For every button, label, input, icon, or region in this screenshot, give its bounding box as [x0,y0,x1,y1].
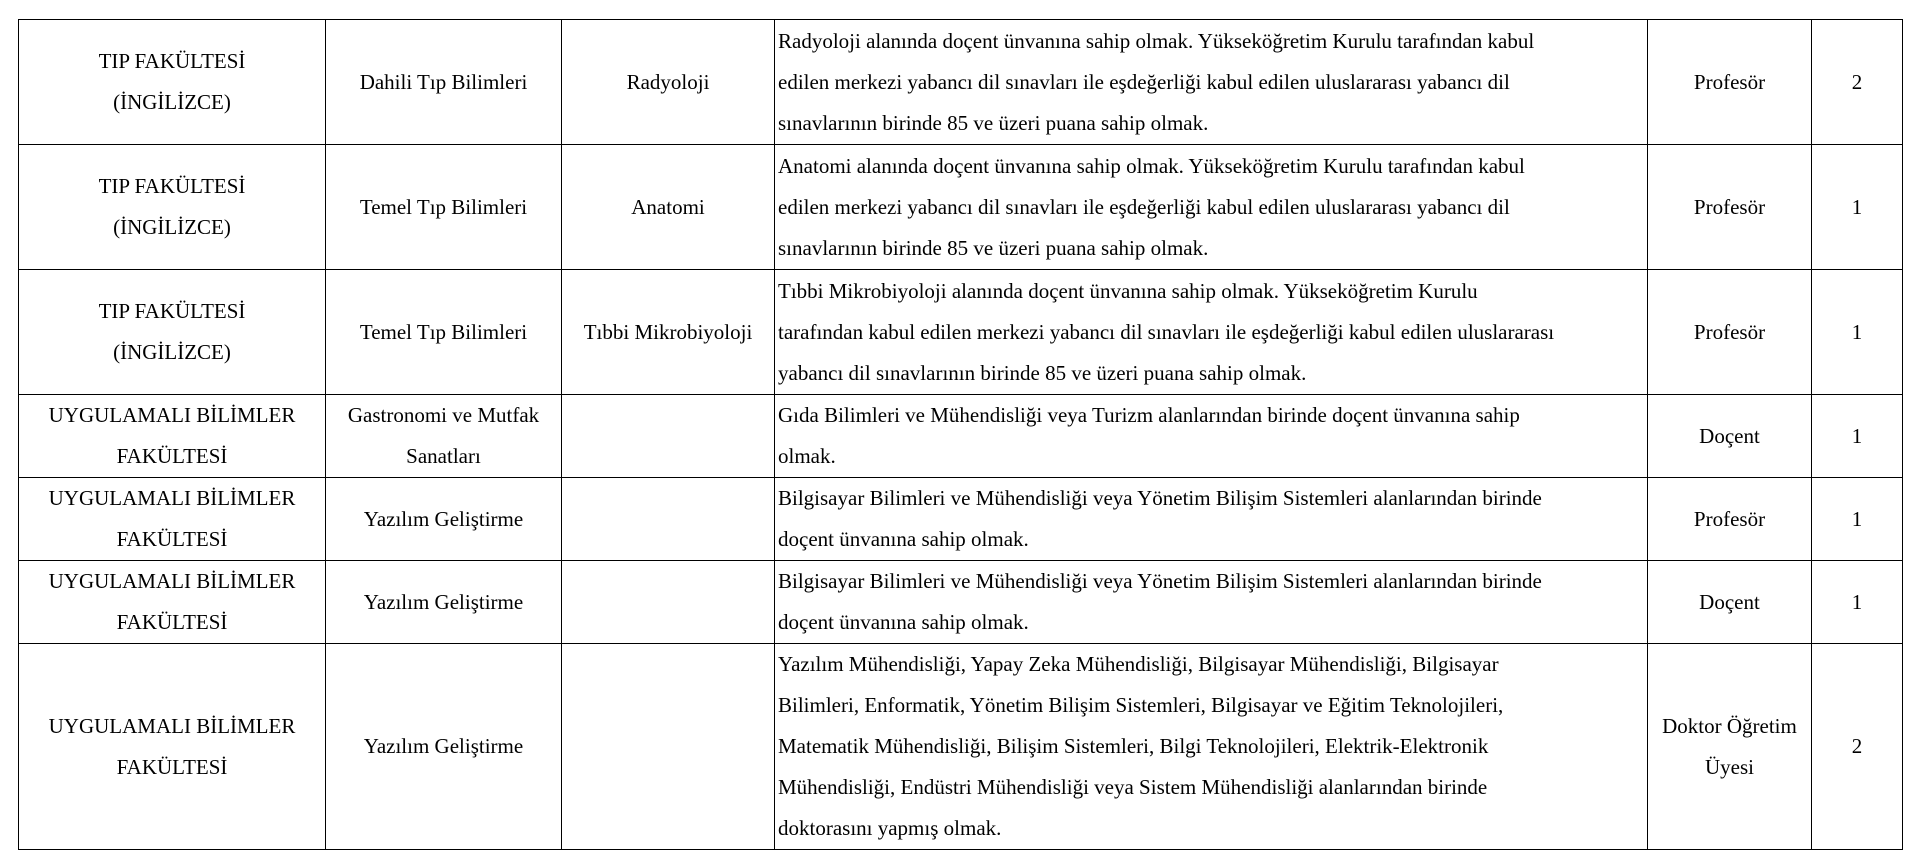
requirement-cell [775,644,1648,850]
count-cell: 1 [1812,561,1903,644]
faculty-line: TIP FAKÜLTESİ [98,49,246,73]
requirement-line: Gıda Bilimleri ve Mühendisliği veya Turizm alanlarından birinde doçent ünvanına sahip [778,403,1520,427]
table-row [19,644,1903,850]
faculty-cell [19,561,326,644]
faculty-line: UYGULAMALI BİLİMLER [48,569,296,593]
title-line: Üyesi [1705,754,1754,779]
faculty-line: TIP FAKÜLTESİ [98,174,246,198]
requirement-line: Mühendisliği, Endüstri Mühendisliği veya Sistem Mühendisliği alanlarından birinde [778,775,1488,799]
department-line: Sanatları [406,444,481,468]
count-cell: 1 [1812,395,1903,478]
faculty-line: FAKÜLTESİ [116,527,228,551]
department-cell [326,20,562,145]
field-cell [562,20,775,145]
requirement-line: sınavlarının birinde 85 ve üzeri puana sahip olmak. [778,110,1209,135]
department-line: Temel Tıp Bilimleri [359,194,528,219]
table-row [19,395,1903,478]
department-cell [326,145,562,270]
requirement-line: Yazılım Mühendisliği, Yapay Zeka Mühendisliği, Bilgisayar Mühendisliği, Bilgisayar [778,652,1499,676]
department-cell [326,395,562,478]
faculty-line: UYGULAMALI BİLİMLER [48,486,296,510]
faculty-cell [19,20,326,145]
department-cell [326,478,562,561]
requirement-line: sınavlarının birinde 85 ve üzeri puana sahip olmak. [778,235,1209,260]
requirement-line: edilen merkezi yabancı dil sınavları ile eşdeğerliği kabul edilen uluslararası yabancı dil [778,69,1510,94]
table-row [19,145,1903,270]
title-line: Profesör [1693,69,1766,94]
faculty-cell [19,644,326,850]
requirement-cell [775,478,1648,561]
requirement-line: doçent ünvanına sahip olmak. [778,610,1029,634]
requirement-line: Bilgisayar Bilimleri ve Mühendisliği veya Yönetim Bilişim Sistemleri alanlarından birinde [778,486,1542,510]
department-line: Yazılım Geliştirme [363,589,524,614]
field-line: Anatomi [631,194,705,219]
requirement-line: Bilgisayar Bilimleri ve Mühendisliği veya Yönetim Bilişim Sistemleri alanlarından birinde [778,569,1542,593]
count-cell: 1 [1812,478,1903,561]
title-line: Profesör [1693,506,1766,531]
positions-table [18,19,1903,850]
table-row [19,561,1903,644]
requirement-line: edilen merkezi yabancı dil sınavları ile eşdeğerliği kabul edilen uluslararası yabancı dil [778,194,1510,219]
field-cell [562,270,775,395]
title-cell [1648,270,1812,395]
field-cell [562,644,775,850]
department-cell [326,270,562,395]
requirement-cell [775,20,1648,145]
title-cell [1648,20,1812,145]
field-line: Radyoloji [626,69,710,94]
faculty-line: FAKÜLTESİ [116,754,228,779]
table-row [19,270,1903,395]
department-line: Yazılım Geliştirme [363,506,524,531]
title-cell [1648,561,1812,644]
department-line: Gastronomi ve Mutfak [347,403,540,427]
title-line: Doçent [1699,589,1760,614]
requirement-line: Radyoloji alanında doçent ünvanına sahip olmak. Yükseköğretim Kurulu tarafından kabul [778,28,1535,53]
faculty-line: (İNGİLİZCE) [113,215,231,239]
requirement-line: olmak. [778,444,836,468]
department-line: Dahili Tıp Bilimleri [359,69,528,94]
requirement-cell [775,145,1648,270]
positions-table-body [19,20,1903,850]
count-cell: 1 [1812,270,1903,395]
faculty-line: (İNGİLİZCE) [113,340,231,364]
requirement-cell [775,270,1648,395]
field-cell [562,145,775,270]
requirement-line: Matematik Mühendisliği, Bilişim Sistemleri, Bilgi Teknolojileri, Elektrik-Elektronik [778,734,1489,758]
title-line: Doktor Öğretim [1662,713,1797,738]
field-cell [562,395,775,478]
table-row [19,20,1903,145]
field-cell [562,561,775,644]
faculty-line: (İNGİLİZCE) [113,90,231,114]
requirement-line: yabancı dil sınavlarının birinde 85 ve üzeri puana sahip olmak. [778,360,1307,385]
title-cell [1648,478,1812,561]
requirement-line: Bilimleri, Enformatik, Yönetim Bilişim Sistemleri, Bilgisayar ve Eğitim Teknolojileri, [778,693,1504,717]
requirement-line: tarafından kabul edilen merkezi yabancı dil sınavları ile eşdeğerliği kabul edilen uluslararası [778,319,1555,344]
faculty-cell [19,395,326,478]
requirement-line: doktorasını yapmış olmak. [778,816,1002,840]
count-cell: 2 [1812,20,1903,145]
count-cell: 2 [1812,644,1903,850]
department-line: Yazılım Geliştirme [363,734,524,758]
faculty-line: UYGULAMALI BİLİMLER [48,713,296,738]
faculty-cell [19,270,326,395]
title-line: Doçent [1699,423,1760,448]
title-cell [1648,644,1812,850]
count-cell: 1 [1812,145,1903,270]
requirement-line: doçent ünvanına sahip olmak. [778,527,1029,551]
title-line: Profesör [1693,319,1766,344]
faculty-line: UYGULAMALI BİLİMLER [48,403,296,427]
table-row [19,478,1903,561]
requirement-line: Anatomi alanında doçent ünvanına sahip olmak. Yükseköğretim Kurulu tarafından kabul [778,153,1525,178]
title-cell [1648,395,1812,478]
faculty-line: FAKÜLTESİ [116,444,228,468]
faculty-cell [19,145,326,270]
department-line: Temel Tıp Bilimleri [359,319,528,344]
faculty-line: TIP FAKÜLTESİ [98,299,246,323]
field-cell [562,478,775,561]
faculty-line: FAKÜLTESİ [116,610,228,634]
faculty-cell [19,478,326,561]
title-cell [1648,145,1812,270]
department-cell [326,644,562,850]
title-line: Profesör [1693,194,1766,219]
requirement-cell [775,561,1648,644]
requirement-line: Tıbbi Mikrobiyoloji alanında doçent ünvanına sahip olmak. Yükseköğretim Kurulu [778,278,1478,303]
department-cell [326,561,562,644]
field-line: Tıbbi Mikrobiyoloji [583,319,753,344]
requirement-cell [775,395,1648,478]
